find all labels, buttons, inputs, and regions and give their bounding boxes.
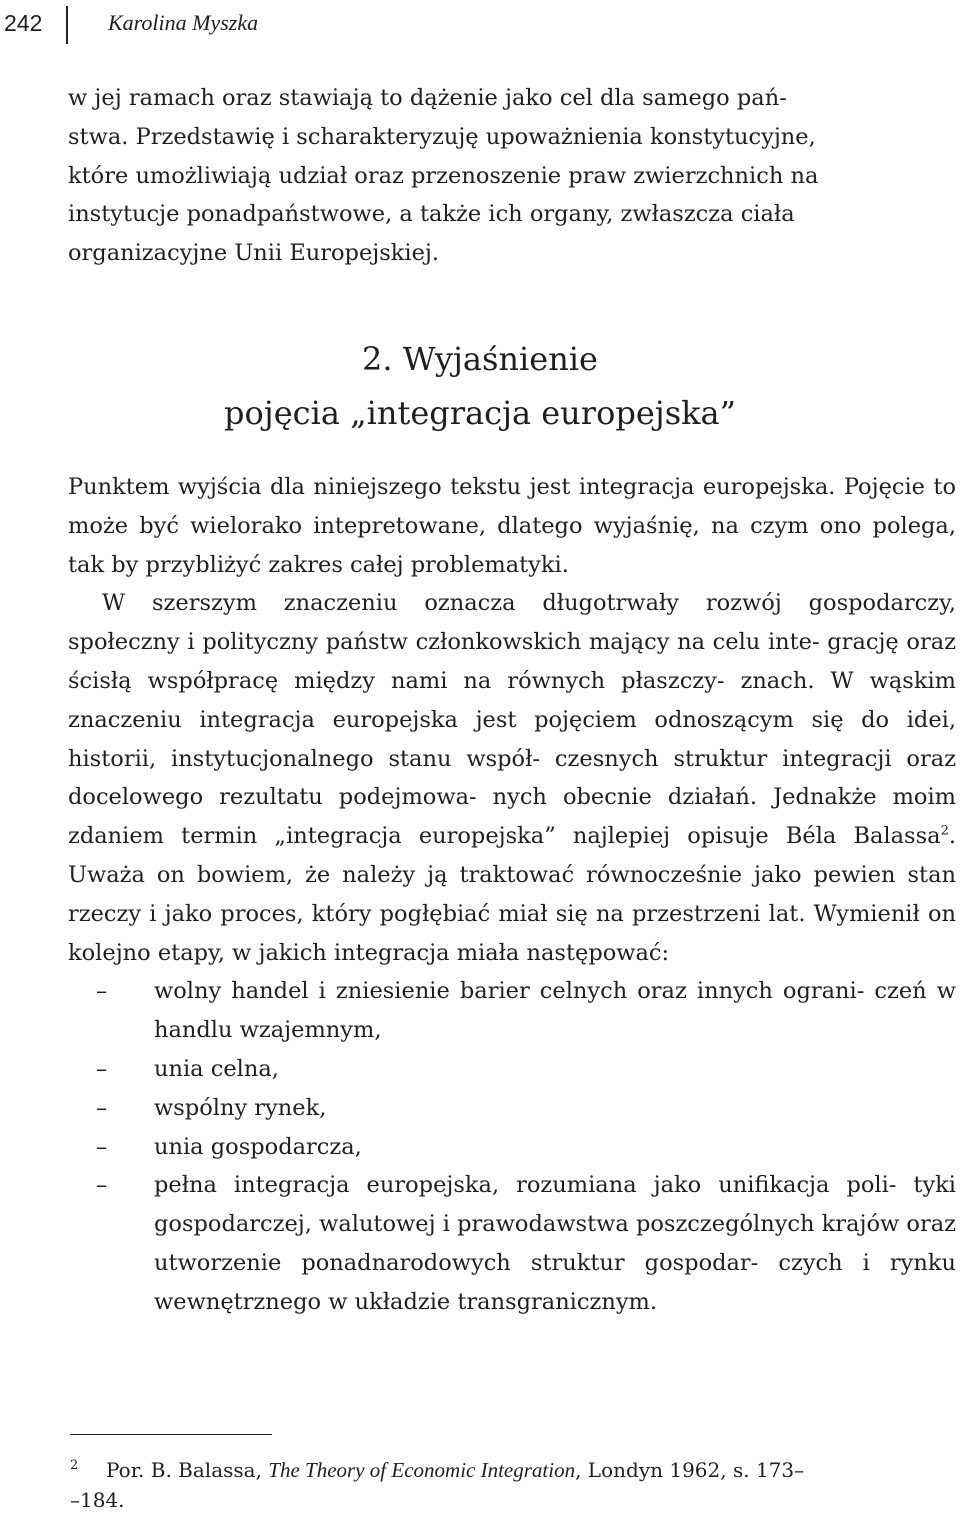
list-item-text: unia gospodarcza,	[154, 1133, 362, 1160]
paragraph-2	[68, 584, 956, 972]
paragraph-2-text: W szerszym znaczeniu oznacza długotrwały rozwój gospodarczy, społeczny i polityczny państw członkowskich mający na celu inte- grację oraz ścisłą współpracę między nami na równych płaszczy- znach. W wąskim znaczeniu integracja europejska jest pojęciem odnoszącym się do idei, historii, instytucjonalnego stanu współ- czesnych struktur integracji oraz docelowego rezultatu podejmowa- nych obecnie działań. Jednakże moim zdaniem termin „integracja europejska” najlepiej opisuje Béla Balassa	[68, 590, 956, 850]
footnote-number: 2	[70, 1458, 79, 1473]
paragraph-1: Punktem wyjścia dla niniejszego tekstu jest integracja europejska. Pojęcie to może być wielorako intepretowane, dlatego wyjaśnię, na czym ono polega, tak by przybliżyć zakres całej problematyki.	[68, 474, 956, 578]
list-item	[68, 972, 956, 1050]
list-item-text: unia celna,	[154, 1055, 279, 1082]
section-heading-line1: 2. Wyjaśnienie	[362, 340, 598, 378]
list-item	[68, 1089, 956, 1128]
list-dash: –	[96, 1172, 108, 1199]
text-line: organizacyjne Unii Europejskiej.	[68, 240, 440, 267]
header-divider	[66, 6, 68, 44]
list-dash: –	[96, 978, 108, 1005]
list-dash: –	[96, 1055, 108, 1082]
body-text	[68, 468, 956, 1322]
section-heading	[0, 332, 960, 440]
list-dash: –	[96, 1094, 108, 1121]
list-item	[68, 1128, 956, 1167]
list-item-text: wolny handel i zniesienie barier celnych oraz innych ograni- czeń w handlu wzajemnym,	[154, 978, 956, 1044]
intro-paragraph	[68, 79, 956, 273]
integration-stages-list	[68, 972, 956, 1321]
list-item-text: pełna integracja europejska, rozumiana jako unifikacja poli- tyki gospodarczej, walutowej i prawodawstwa poszczególnych krajów oraz utworzenie ponadnarodowych struktur gospodar- czych i rynku wewnętrznego w układzie transgranicznym.	[154, 1172, 956, 1315]
footnote-reference[interactable]: 2	[940, 823, 949, 839]
footnote	[70, 1455, 958, 1515]
list-item-text: wspólny rynek,	[154, 1094, 327, 1121]
text-line: które umożliwiają udział oraz przenoszenie praw zwierzchnich na	[68, 162, 819, 189]
footnote-suffix: , Londyn 1962, s. 173–	[575, 1458, 805, 1482]
running-author: Karolina Myszka	[108, 10, 259, 35]
section-heading-line2: pojęcia „integracja europejska”	[224, 394, 736, 432]
footnote-book-title: The Theory of Economic Integration	[268, 1458, 576, 1482]
list-item	[68, 1050, 956, 1089]
footnote-divider	[70, 1434, 272, 1435]
page-number: 242	[4, 10, 43, 36]
list-item	[68, 1166, 956, 1321]
text-line: w jej ramach oraz stawiają to dążenie jako cel dla samego pań-	[68, 85, 787, 111]
footnote-prefix: Por. B. Balassa,	[106, 1458, 269, 1482]
text-line: instytucje ponadpaństwowe, a także ich organy, zwłaszcza ciała	[68, 201, 795, 228]
paragraph-2-continuation: . Uważa on bowiem, że należy ją traktować równocześnie jako pewien stan rzeczy i jako proces, który pogłębiać miał się na przestrzeni lat. Wymienił on kolejno etapy, w jakich integracja miała następować:	[68, 823, 956, 966]
text-line: stwa. Przedstawię i scharakteryzuję upoważnienia konstytucyjne,	[68, 123, 816, 150]
list-dash: –	[96, 1133, 108, 1160]
footnote-continuation: –184.	[70, 1488, 125, 1512]
running-header	[0, 8, 960, 42]
